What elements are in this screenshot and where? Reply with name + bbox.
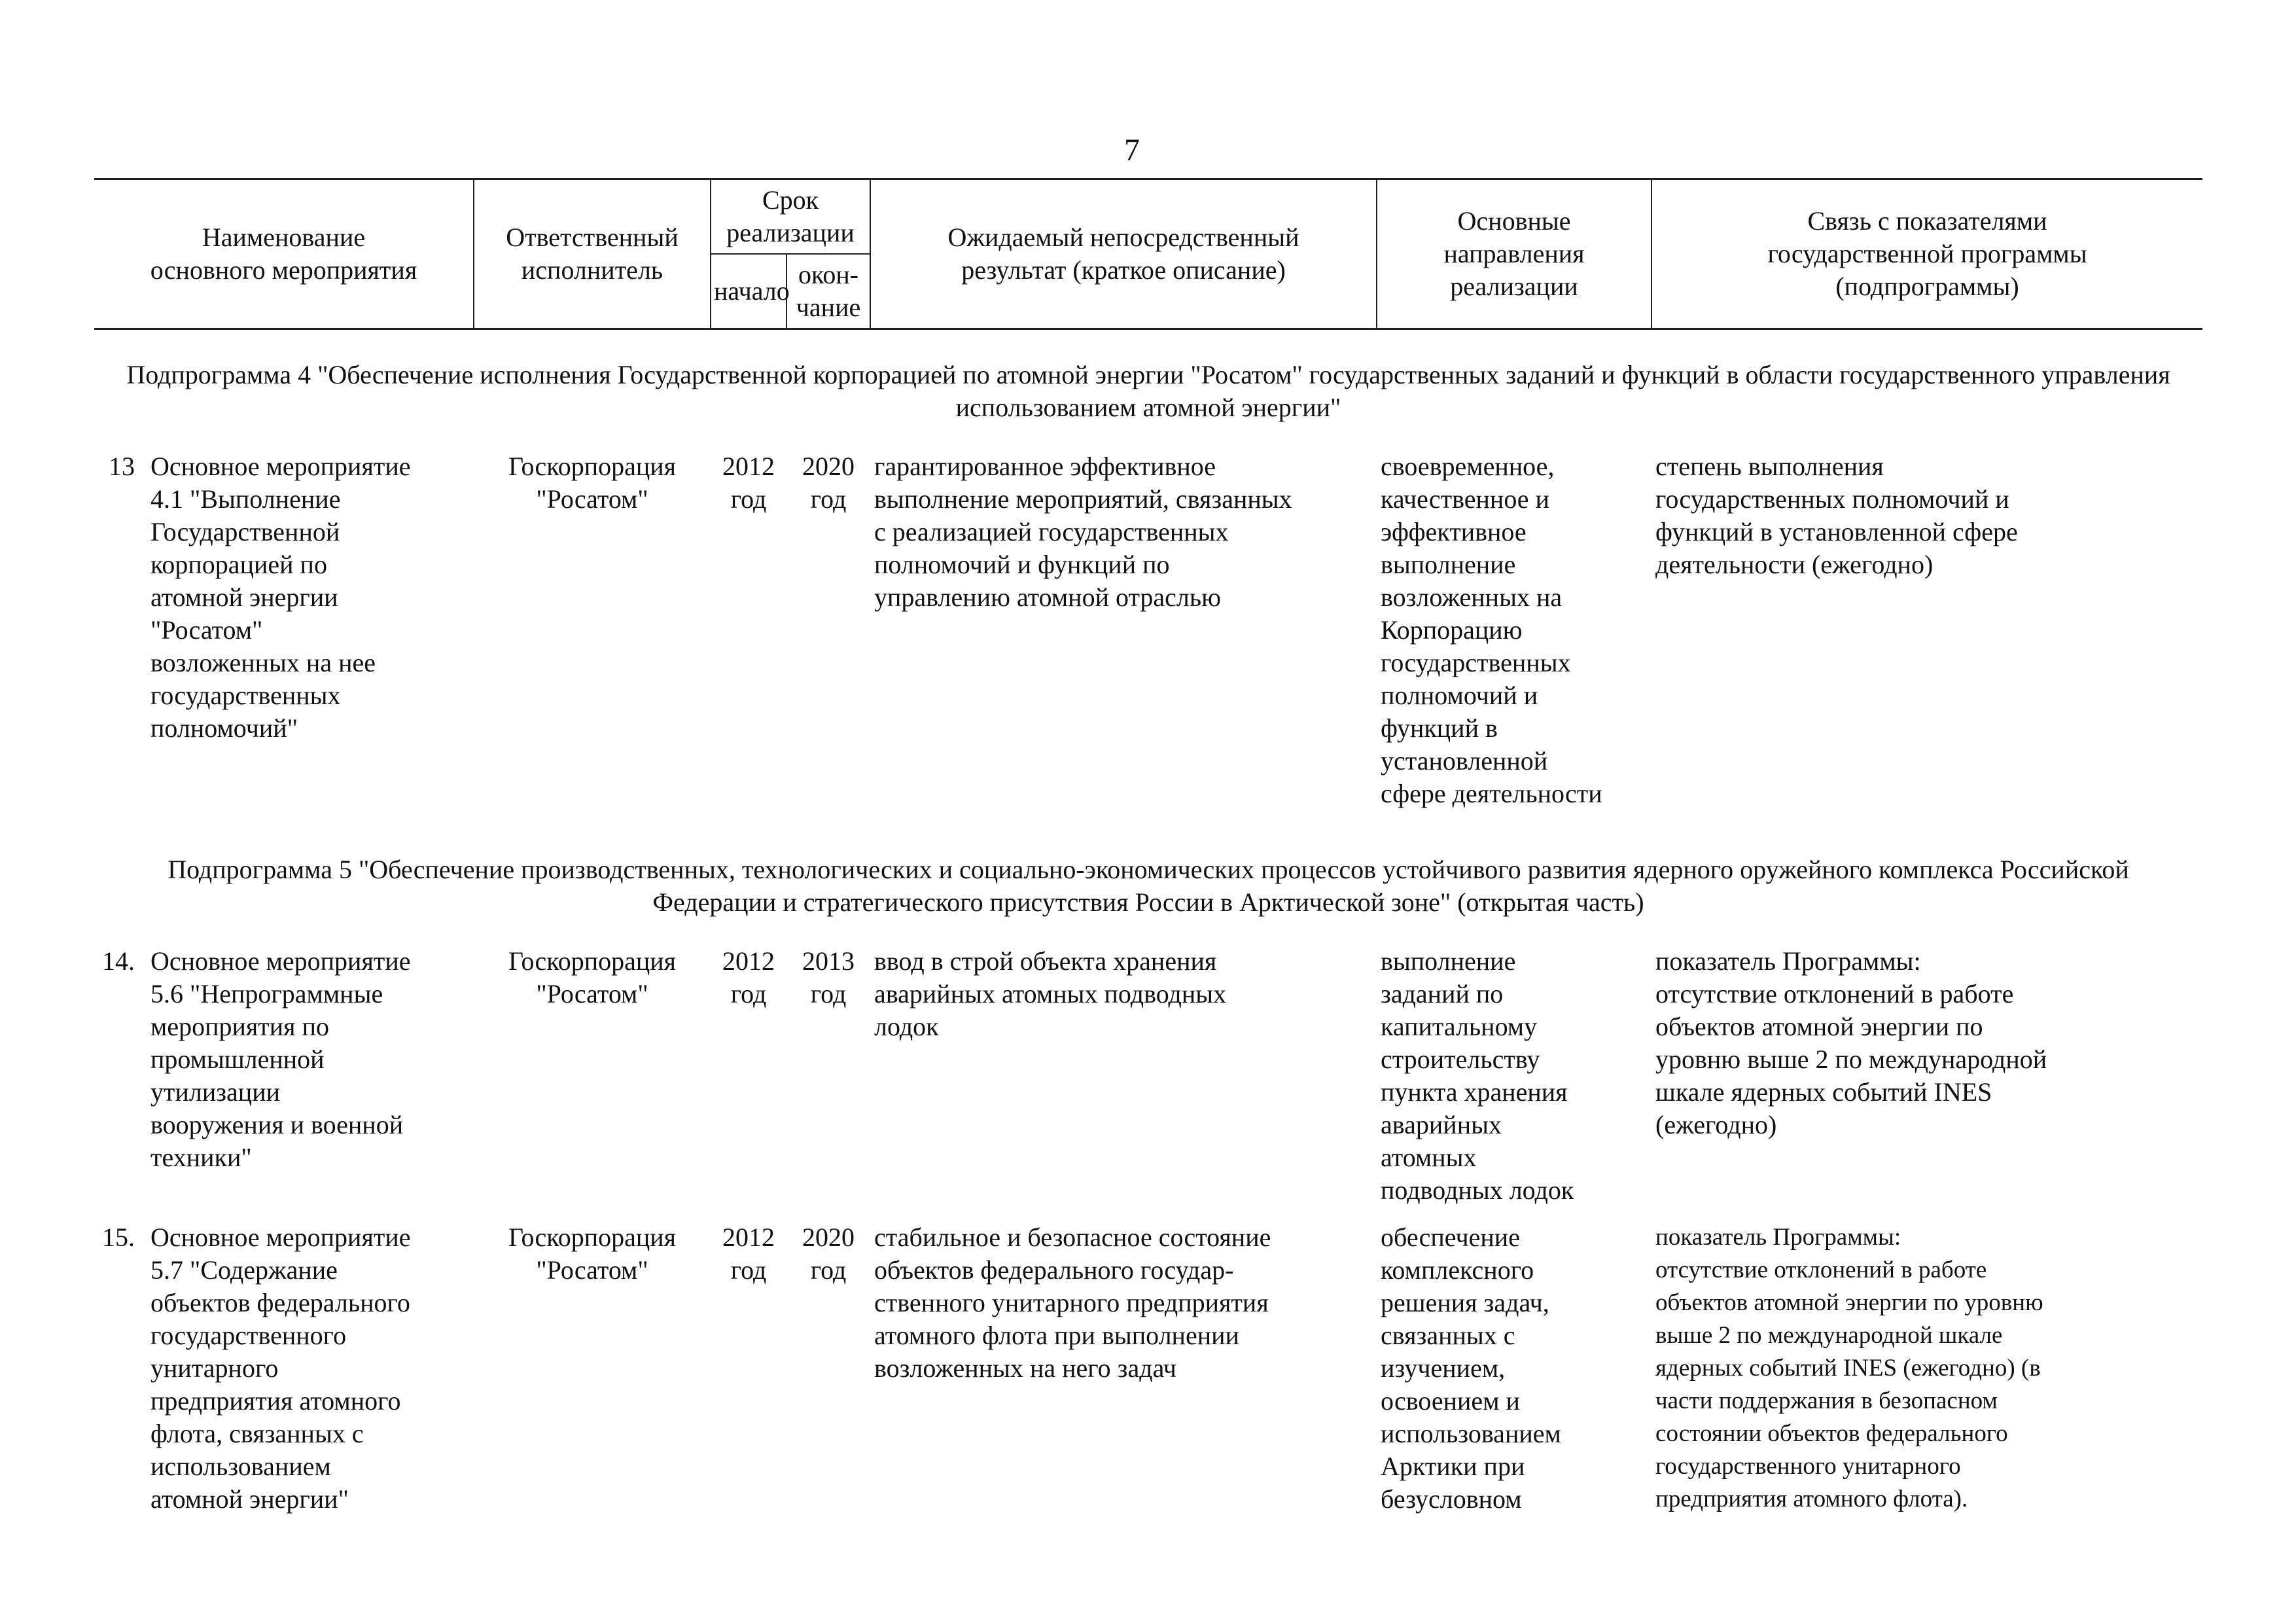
header-term-end: окон- чание — [786, 254, 870, 329]
measure-name: Основное мероприятие 4.1 "Выполнение Государственной корпорацией по атомной энергии "Росатом" возложенных на нее государственных полномочий" — [150, 452, 411, 743]
term-end: 2013 год — [802, 946, 855, 1008]
measures-table — [94, 178, 2202, 1530]
page-number: 7 — [1124, 133, 1140, 168]
executor: Госкорпорация "Росатом" — [508, 946, 677, 1008]
executor: Госкорпорация "Росатом" — [508, 1222, 677, 1285]
directions: обеспечение комплексного решения задач, связанных с изучением, освоением и использованием Арктики при безусловном — [1381, 1222, 1561, 1514]
header-result: Ожидаемый непосредственный результат (краткое описание) — [870, 179, 1377, 329]
measure-name: Основное мероприятие 5.7 "Содержание объектов федерального государственного унитарного предприятия атомного флота, связанных с использованием атомной энергии" — [150, 1222, 411, 1514]
indicator-link: степень выполнения государственных полномочий и функций в установленной сфере деятельности (ежегодно) — [1655, 452, 2018, 579]
term-end: 2020 год — [802, 1222, 855, 1285]
row-number: 14. — [102, 946, 135, 976]
table-row — [94, 450, 2202, 825]
row-number: 15. — [102, 1222, 135, 1252]
header-link: Связь с показателями государственной программы (подпрограммы) — [1651, 179, 2202, 329]
indicator-link: показатель Программы: отсутствие отклонений в работе объектов атомной энергии по уровню выше 2 по международной шкале ядерных событий INES (ежегодно) — [1655, 946, 2047, 1139]
section-title-4: Подпрограмма 4 "Обеспечение исполнения Государственной корпорацией по атомной энергии "Росатом" государственных заданий и функций в области государственного управления использованием атомной энергии" — [126, 360, 2170, 422]
indicator-link: показатель Программы: отсутствие отклонений в работе объектов атомной энергии по уровню выше 2 по международной шкале ядерных событий INES (ежегодно) (в части поддержания в безопасном состоянии объектов федерального государственного унитарного предприятия атомного флота). — [1655, 1224, 2043, 1512]
header-term: Срок реализации — [711, 179, 870, 255]
header-directions: Основные направления реализации — [1377, 179, 1651, 329]
executor: Госкорпорация "Росатом" — [508, 452, 677, 514]
term-start: 2012 год — [722, 452, 775, 514]
table-header — [94, 179, 2202, 329]
section-title-5: Подпрограмма 5 "Обеспечение производственных, технологических и социально-экономических процессов устойчивого развития ядерного оружейного комплекса Российской Федерации и стратегического присутствия России в Арктической зоне" (открытая часть) — [168, 855, 2129, 917]
expected-result: ввод в строй объекта хранения аварийных атомных подводных лодок — [874, 946, 1227, 1041]
table-row — [94, 1221, 2202, 1530]
measure-name: Основное мероприятие 5.6 "Непрограммные мероприятия по промышленной утилизации вооружения и военной техники" — [150, 946, 411, 1172]
header-name: Наименование основного мероприятия — [94, 179, 474, 329]
expected-result: стабильное и безопасное состояние объектов федерального государ- ственного унитарного предприятия атомного флота при выполнении возложенных на него задач — [874, 1222, 1271, 1383]
term-end: 2020 год — [802, 452, 855, 514]
term-start: 2012 год — [722, 1222, 775, 1285]
table-row — [94, 945, 2202, 1221]
expected-result: гарантированное эффективное выполнение мероприятий, связанных с реализацией государственных полномочий и функций по управлению атомной отраслью — [874, 452, 1292, 612]
term-start: 2012 год — [722, 946, 775, 1008]
table-body — [94, 329, 2202, 1531]
header-executor: Ответственный исполнитель — [474, 179, 711, 329]
directions: своевременное, качественное и эффективное выполнение возложенных на Корпорацию государственных полномочий и функций в установленной сфере деятельности — [1381, 452, 1602, 808]
header-term-start: начало — [711, 254, 786, 329]
directions: выполнение заданий по капитальному строительству пункта хранения аварийных атомных подводных лодок — [1381, 946, 1574, 1205]
row-number: 13 — [109, 452, 135, 481]
